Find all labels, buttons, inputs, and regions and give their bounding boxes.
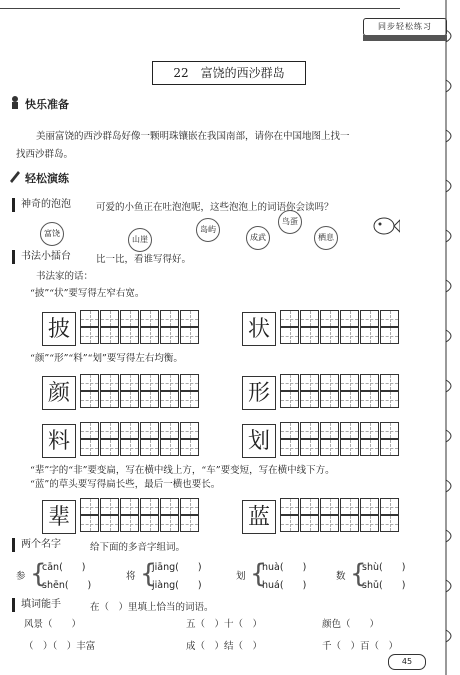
- prep-text-line2: 找西沙群岛。: [16, 149, 74, 160]
- practice-cell[interactable]: [280, 310, 299, 327]
- fill-item[interactable]: 五（ ）十（ ）: [186, 619, 263, 630]
- practice-cell[interactable]: [300, 498, 319, 515]
- practice-cell[interactable]: [340, 391, 359, 408]
- practice-cell[interactable]: [160, 498, 179, 515]
- practice-cell[interactable]: [80, 374, 99, 391]
- practice-cell[interactable]: [100, 422, 119, 439]
- practice-cell[interactable]: [160, 439, 179, 456]
- model-character: 状: [242, 312, 276, 346]
- prep-text-line1: 美丽富饶的西沙群岛好像一颗明珠镶嵌在我国南部，请你在中国地图上找一: [36, 131, 350, 142]
- polyphone-reading[interactable]: shǔ( ): [362, 580, 406, 591]
- practice-cell[interactable]: [280, 498, 299, 515]
- practice-cell[interactable]: [340, 310, 359, 327]
- practice-cell[interactable]: [140, 374, 159, 391]
- practice-cell[interactable]: [280, 391, 299, 408]
- calligraphy-task-label: 书法小擂台: [12, 250, 71, 264]
- practice-cell[interactable]: [160, 327, 179, 344]
- practice-cell[interactable]: [380, 422, 399, 439]
- calligraphy-task-prompt: 比一比，看谁写得好。: [96, 254, 192, 265]
- bubble-word: 岛屿: [196, 218, 220, 242]
- polyphone-char: 数: [336, 571, 346, 582]
- polyphone-task-prompt: 给下面的多音字组词。: [90, 542, 186, 553]
- fish-icon: [372, 212, 400, 240]
- practice-cell[interactable]: [360, 515, 379, 532]
- practice-cell[interactable]: [100, 515, 119, 532]
- page-number: 45: [388, 654, 426, 670]
- practice-cell[interactable]: [80, 327, 99, 344]
- practice-cell[interactable]: [120, 310, 139, 327]
- practice-cell[interactable]: [140, 498, 159, 515]
- fill-item[interactable]: （ ）（ ）丰富: [24, 641, 96, 652]
- fill-task-prompt: 在（ ）里填上恰当的词语。: [90, 602, 214, 613]
- practice-cell[interactable]: [180, 439, 199, 456]
- practice-cell[interactable]: [80, 391, 99, 408]
- practice-cell[interactable]: [280, 515, 299, 532]
- bubble-word: 鸟蛋: [278, 210, 302, 234]
- practice-cell[interactable]: [380, 515, 399, 532]
- practice-cell[interactable]: [360, 374, 379, 391]
- practice-cell[interactable]: [360, 439, 379, 456]
- bubbles-task-label: 神奇的泡泡: [12, 198, 71, 212]
- fill-task-label: 填词能手: [12, 598, 61, 612]
- practice-cell[interactable]: [320, 310, 339, 327]
- practice-cell[interactable]: [320, 422, 339, 439]
- practice-cell[interactable]: [120, 498, 139, 515]
- practice-cell[interactable]: [320, 498, 339, 515]
- calligraphy-tip: “披”“状”要写得左窄右宽。: [30, 288, 145, 299]
- practice-cell[interactable]: [140, 310, 159, 327]
- calligraphy-tip: “蓝”的草头要写得扁长些，最后一横也要长。: [30, 479, 221, 490]
- brace-icon: {: [140, 559, 157, 589]
- practice-cell[interactable]: [340, 374, 359, 391]
- practice-cell[interactable]: [180, 391, 199, 408]
- polyphone-reading[interactable]: cān( ): [42, 562, 86, 573]
- bubble-word: 成武: [246, 226, 270, 250]
- practice-cell[interactable]: [340, 439, 359, 456]
- polyphone-char: 参: [16, 571, 26, 582]
- practice-cell[interactable]: [340, 498, 359, 515]
- practice-cell[interactable]: [380, 391, 399, 408]
- section-practice-title: 轻松演练: [25, 172, 69, 185]
- practice-cell[interactable]: [140, 327, 159, 344]
- polyphone-char: 将: [126, 571, 136, 582]
- polyphone-reading[interactable]: huà( ): [262, 562, 307, 573]
- polyphone-reading[interactable]: jiàng( ): [152, 580, 202, 591]
- practice-cell[interactable]: [300, 374, 319, 391]
- brace-icon: {: [250, 559, 267, 589]
- practice-cell[interactable]: [180, 374, 199, 391]
- calligraphy-intro: 书法家的话：: [36, 271, 94, 282]
- practice-cell[interactable]: [280, 422, 299, 439]
- practice-cell[interactable]: [360, 310, 379, 327]
- practice-cell[interactable]: [360, 327, 379, 344]
- pencil-icon: [8, 168, 22, 182]
- model-character: 披: [42, 312, 76, 346]
- practice-cell[interactable]: [180, 310, 199, 327]
- practice-cell[interactable]: [80, 439, 99, 456]
- practice-cell[interactable]: [320, 391, 339, 408]
- series-bar: [363, 35, 447, 41]
- practice-cell[interactable]: [100, 391, 119, 408]
- practice-cell[interactable]: [160, 310, 179, 327]
- practice-cell[interactable]: [300, 515, 319, 532]
- practice-cell[interactable]: [120, 327, 139, 344]
- polyphone-reading[interactable]: jiāng( ): [152, 562, 202, 573]
- model-character: 料: [42, 424, 76, 458]
- practice-cell[interactable]: [380, 327, 399, 344]
- practice-cell[interactable]: [80, 515, 99, 532]
- practice-cell[interactable]: [320, 515, 339, 532]
- practice-cell[interactable]: [180, 515, 199, 532]
- calligraphy-tip: “颜”“形”“料”“划”要写得左右均衡。: [30, 353, 183, 364]
- fill-item[interactable]: 千（ ）百（ ）: [322, 641, 399, 652]
- practice-cell[interactable]: [360, 391, 379, 408]
- practice-cell[interactable]: [340, 515, 359, 532]
- polyphone-char: 划: [236, 571, 246, 582]
- practice-cell[interactable]: [100, 439, 119, 456]
- practice-cell[interactable]: [140, 391, 159, 408]
- fill-item[interactable]: 颜色（ ）: [322, 619, 380, 630]
- brace-icon: {: [350, 559, 367, 589]
- practice-cell[interactable]: [360, 498, 379, 515]
- practice-cell[interactable]: [160, 391, 179, 408]
- practice-cell[interactable]: [380, 498, 399, 515]
- practice-cell[interactable]: [120, 515, 139, 532]
- practice-cell[interactable]: [100, 327, 119, 344]
- practice-cell[interactable]: [140, 515, 159, 532]
- bubble-word: 山崖: [128, 228, 152, 252]
- brace-icon: {: [30, 559, 47, 589]
- model-character: 蓝: [242, 500, 276, 534]
- practice-cell[interactable]: [120, 391, 139, 408]
- series-label: 同步轻松练习: [363, 18, 447, 36]
- practice-cell[interactable]: [300, 422, 319, 439]
- model-character: 划: [242, 424, 276, 458]
- fill-item[interactable]: 风景（ ）: [24, 619, 82, 630]
- model-character: 辈: [42, 500, 76, 534]
- polyphone-task-label: 两个名字: [12, 538, 61, 552]
- practice-cell[interactable]: [360, 422, 379, 439]
- practice-cell[interactable]: [300, 310, 319, 327]
- section-prep-title: 快乐准备: [25, 98, 69, 111]
- practice-cell[interactable]: [300, 391, 319, 408]
- practice-cell[interactable]: [100, 310, 119, 327]
- person-icon: [8, 94, 22, 108]
- practice-cell[interactable]: [140, 439, 159, 456]
- practice-cell[interactable]: [160, 515, 179, 532]
- practice-cell[interactable]: [120, 439, 139, 456]
- practice-cell[interactable]: [380, 310, 399, 327]
- practice-cell[interactable]: [300, 439, 319, 456]
- practice-cell[interactable]: [80, 310, 99, 327]
- polyphone-reading[interactable]: shēn( ): [42, 580, 92, 591]
- practice-cell[interactable]: [320, 439, 339, 456]
- practice-cell[interactable]: [180, 327, 199, 344]
- practice-cell[interactable]: [380, 374, 399, 391]
- practice-cell[interactable]: [160, 374, 179, 391]
- practice-cell[interactable]: [160, 422, 179, 439]
- practice-cell[interactable]: [340, 422, 359, 439]
- bubble-word: 富饶: [40, 222, 64, 246]
- practice-cell[interactable]: [320, 374, 339, 391]
- practice-cell[interactable]: [140, 422, 159, 439]
- practice-cell[interactable]: [180, 498, 199, 515]
- practice-cell[interactable]: [280, 439, 299, 456]
- practice-cell[interactable]: [320, 327, 339, 344]
- fill-item[interactable]: 成（ ）结（ ）: [186, 641, 263, 652]
- polyphone-reading[interactable]: huá( ): [262, 580, 307, 591]
- practice-cell[interactable]: [120, 374, 139, 391]
- practice-cell[interactable]: [180, 422, 199, 439]
- practice-cell[interactable]: [280, 374, 299, 391]
- calligraphy-tip: “辈”字的“非”要变扁，写在横中线上方，“车”要变短，写在横中线下方。: [30, 465, 335, 476]
- practice-cell[interactable]: [380, 439, 399, 456]
- practice-cell[interactable]: [280, 327, 299, 344]
- page-top-border: [0, 8, 400, 9]
- practice-cell[interactable]: [340, 327, 359, 344]
- practice-cell[interactable]: [300, 327, 319, 344]
- bubbles-task-prompt: 可爱的小鱼正在吐泡泡呢，这些泡泡上的词语你会读吗？: [96, 202, 334, 213]
- practice-cell[interactable]: [100, 374, 119, 391]
- polyphone-reading[interactable]: shù( ): [362, 562, 406, 573]
- model-character: 形: [242, 376, 276, 410]
- practice-cell[interactable]: [100, 498, 119, 515]
- lesson-title: 22 富饶的西沙群岛: [152, 61, 306, 85]
- model-character: 颜: [42, 376, 76, 410]
- practice-cell[interactable]: [120, 422, 139, 439]
- practice-cell[interactable]: [80, 422, 99, 439]
- binding-spiral: [432, 0, 460, 675]
- bubble-word: 栖息: [314, 226, 338, 250]
- practice-cell[interactable]: [80, 498, 99, 515]
